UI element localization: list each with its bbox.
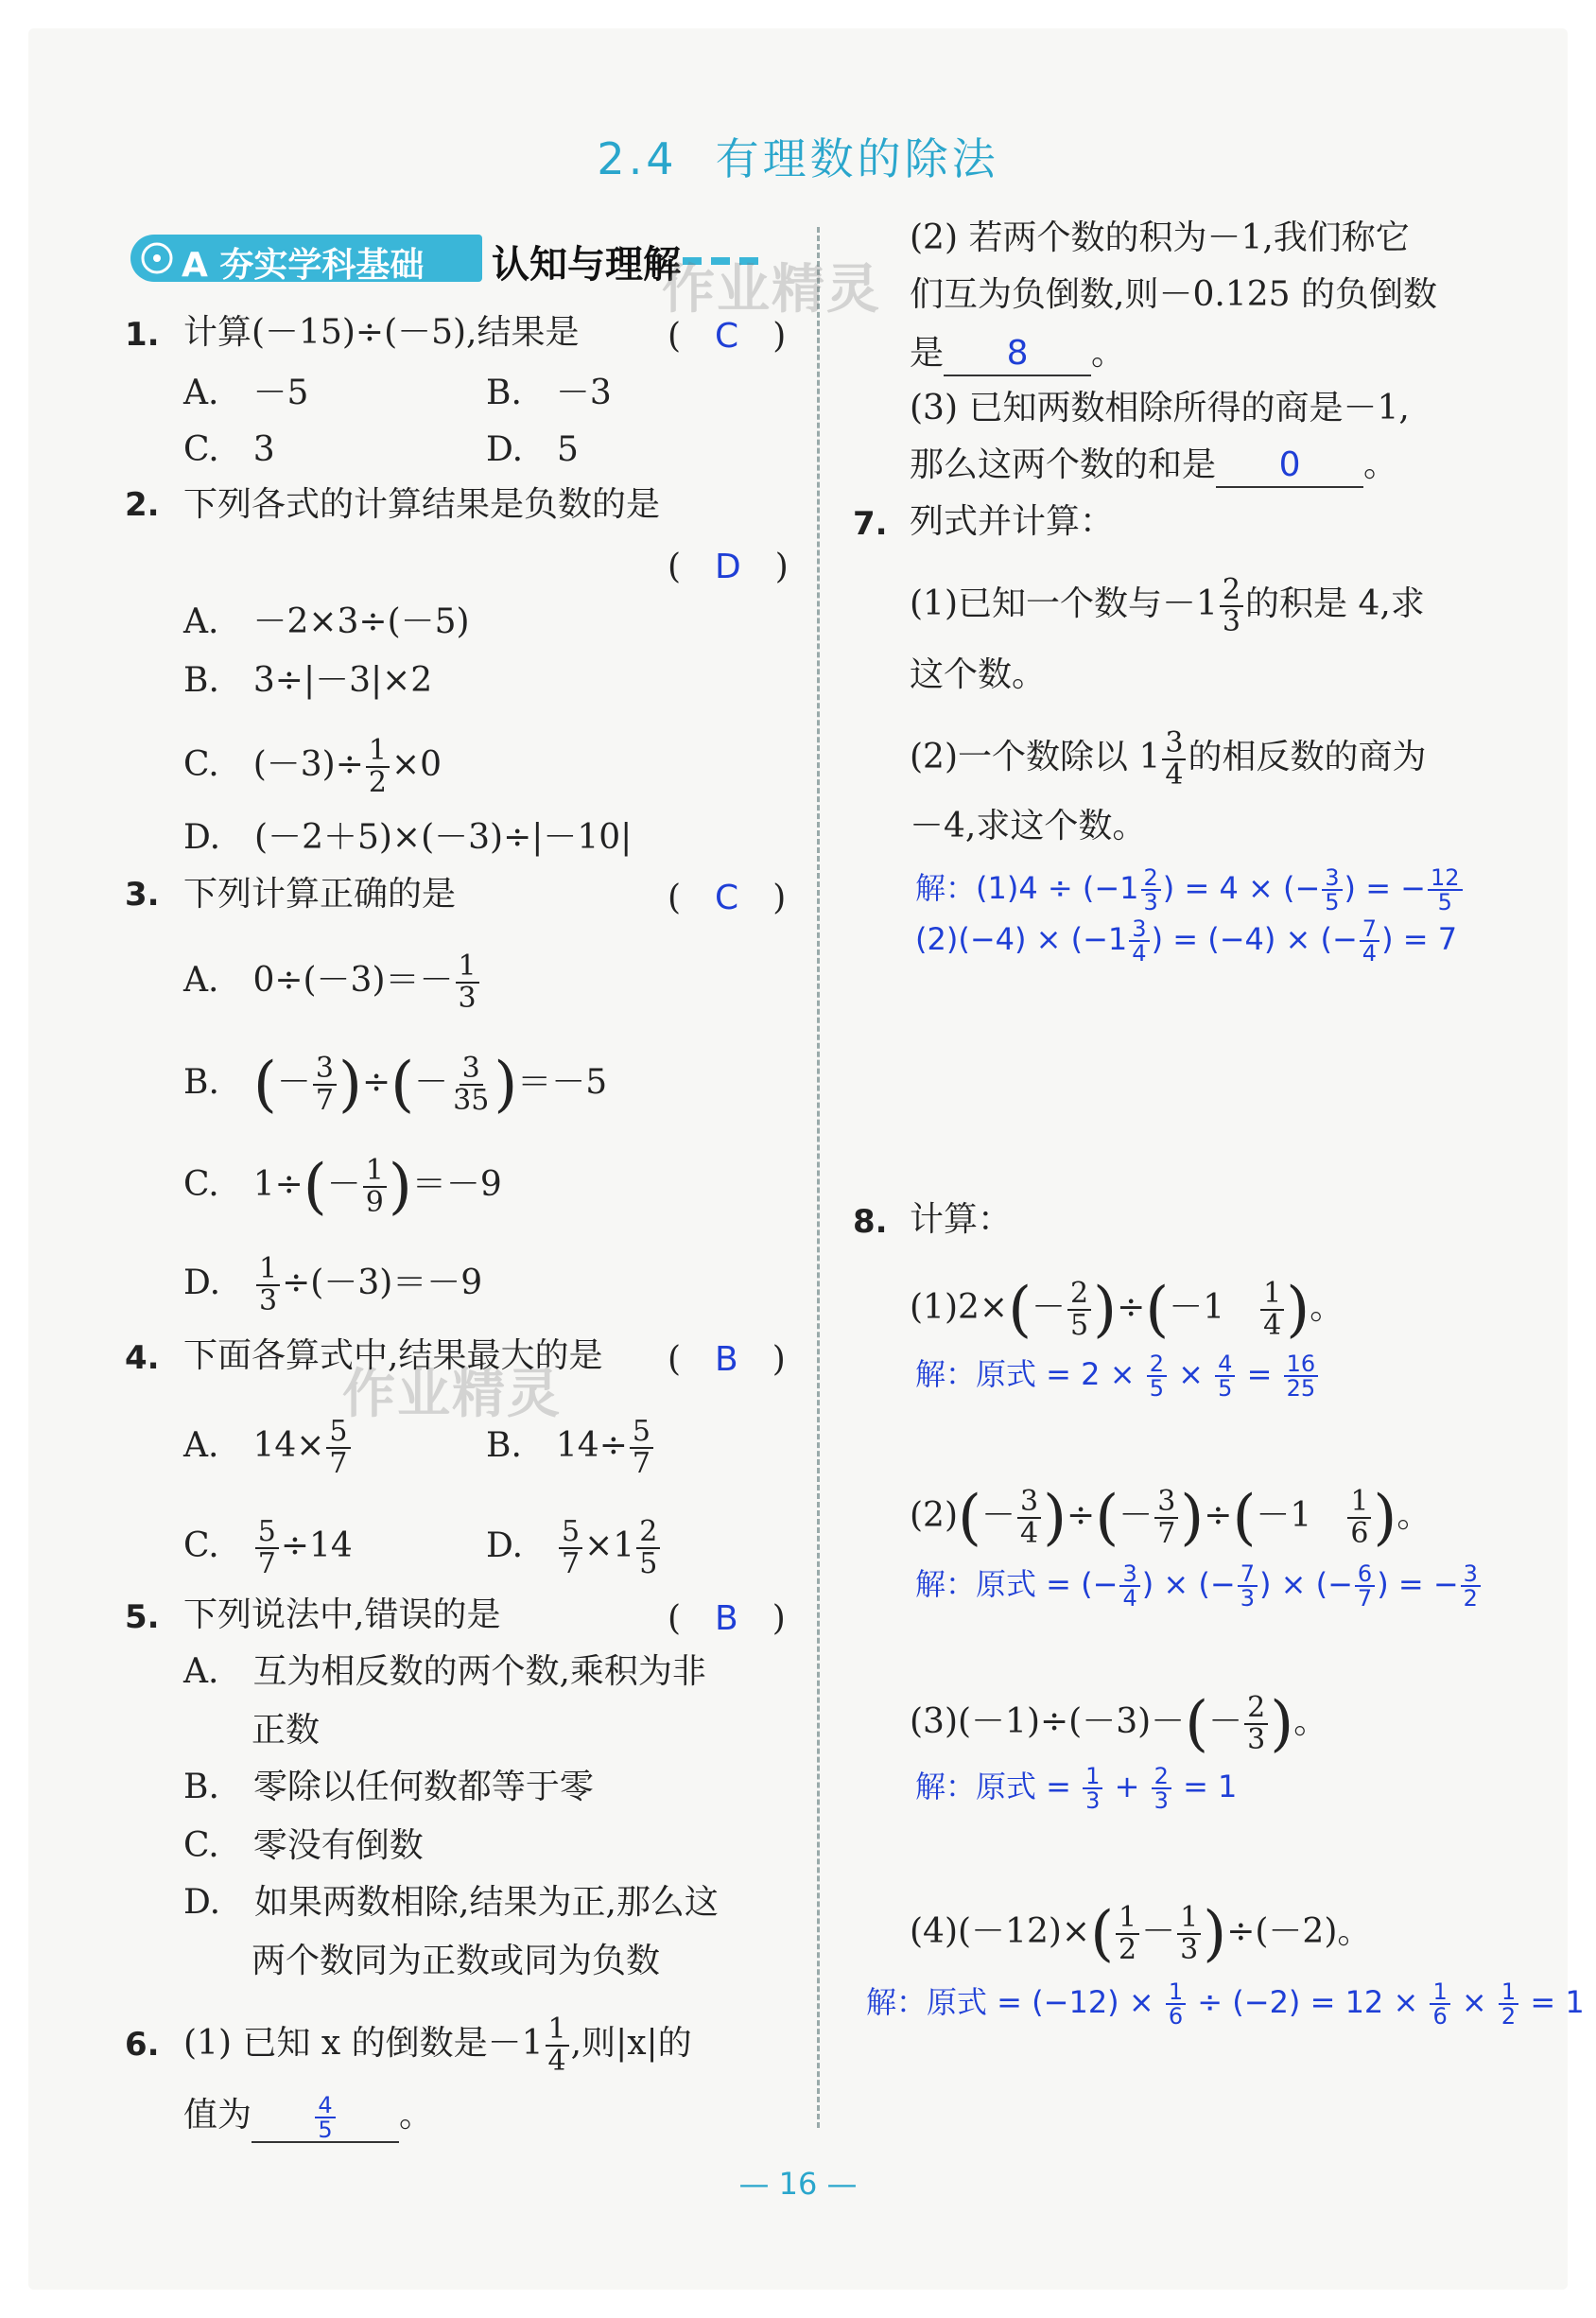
option-a: A. 14× $\frac{5}{7}$ <box>183 1417 353 1479</box>
question-number: 4. <box>125 1339 160 1377</box>
question-part-1-cont: 值为 $\frac{4}{5}$ 。 <box>183 2092 434 2143</box>
option-c: C. (－3)÷ $\frac{1}{2}$ ×0 <box>183 734 442 799</box>
option-d: D. 5 <box>486 430 579 469</box>
fraction: $\frac{2}{5}$ <box>1067 1279 1091 1341</box>
column-divider <box>817 227 820 2128</box>
question-number: 5. <box>125 1598 160 1636</box>
question-stem: 下列各式的计算结果是负数的是 <box>183 485 661 524</box>
option-d: D. (－2＋5)×(－3)÷|－10| <box>183 818 633 857</box>
fraction: $\frac{1}{4}$ <box>1260 1279 1284 1341</box>
solution-line: 解：原式 = (− $\frac{3}{4}$ ) × (− $\frac{7}{3}$ ) × (− $\frac{6}{7}$ ) = − $\frac{3}{2}$ <box>915 1562 1483 1610</box>
option-c: C. $\frac{5}{7}$ ÷14 <box>183 1515 353 1580</box>
fraction: $\frac{3}{7}$ <box>1154 1487 1178 1549</box>
question-stem: 下列计算正确的是 <box>183 875 457 914</box>
pencil-icon <box>138 242 176 274</box>
solution-line: 解：原式 = $\frac{1}{3}$ + $\frac{2}{3}$ = 1 <box>915 1763 1238 1814</box>
fraction: $\frac{1}{6}$ <box>1430 1980 1449 2028</box>
banner-label: A 夯实学科基础 <box>182 246 425 285</box>
page-number: — 16 — <box>738 2166 858 2202</box>
option-d-cont: 两个数同为正数或同为负数 <box>252 1942 661 1980</box>
fraction: $\frac{5}{7}$ <box>326 1417 350 1479</box>
fraction: $\frac{2}{5}$ <box>1147 1352 1167 1400</box>
answer-choice: B <box>715 1340 738 1379</box>
answer-bracket: ( B ) <box>668 1599 786 1638</box>
option-b: B. 14÷ $\frac{5}{7}$ <box>486 1417 655 1479</box>
fraction: $\frac{1}{2}$ <box>366 736 390 798</box>
answer-bracket: ( B ) <box>668 1340 786 1379</box>
answer-choice: C <box>715 317 739 356</box>
fraction: $\frac{3}{4}$ <box>1119 1562 1139 1610</box>
question-part-3: (3)(－1)÷(－3)－(－ $\frac{2}{3}$ )。 <box>910 1689 1328 1759</box>
fraction: $\frac{2}{3}$ <box>1152 1765 1171 1812</box>
option-a: A. 互为相反数的两个数,乘积为非 <box>183 1652 706 1691</box>
question-stem: 下面各算式中,结果最大的是 <box>183 1336 603 1375</box>
fraction: $\frac{1}{3}$ <box>1083 1765 1102 1812</box>
fraction: $\frac{7}{3}$ <box>1238 1562 1258 1610</box>
question-part-1-cont: 这个数。 <box>910 655 1047 694</box>
answer-blank[interactable]: 8 <box>944 333 1091 376</box>
fraction: $\frac{1}{3}$ <box>1177 1903 1201 1965</box>
option-c: C. 3 <box>183 430 275 469</box>
option-b: B. 3÷|－3|×2 <box>183 661 433 700</box>
fraction: $\frac{4}{5}$ <box>315 2094 335 2141</box>
fraction: $\frac{3}{4}$ <box>1129 917 1149 965</box>
question-part-4: (4)(－12)×( $\frac{1}{2}$ － $\frac{1}{3}$ )÷(－2)。 <box>910 1899 1372 1969</box>
question-part-2: (2) 若两个数的积为－1,我们称它 <box>910 218 1410 257</box>
fraction: $\frac{2}{3}$ <box>1244 1693 1268 1755</box>
fraction: $\frac{2}{5}$ <box>636 1517 660 1579</box>
question-stem: 下列说法中,错误的是 <box>183 1595 501 1634</box>
fraction: $\frac{2}{3}$ <box>1141 866 1161 914</box>
fraction: $\frac{5}{7}$ <box>255 1517 279 1579</box>
watermark: 作业精灵 <box>662 259 881 321</box>
solution-line: 解：原式 = (−12) × $\frac{1}{6}$ ÷ (−2) = 12 × $\frac{1}{6}$ × $\frac{1}{2}$ = 1 <box>866 1978 1585 2030</box>
question-number: 8. <box>853 1203 888 1241</box>
question-part-2: (2)一个数除以 1 $\frac{3}{4}$ 的相反数的商为 <box>910 726 1427 792</box>
answer-blank[interactable] <box>252 2094 399 2143</box>
option-b: B. (－ $\frac{3}{7}$ )÷(－ $\frac{3}{35}$ )＝－5 <box>183 1050 608 1120</box>
fraction: $\frac{3}{2}$ <box>1461 1562 1481 1610</box>
fraction: $\frac{1}{2}$ <box>1499 1980 1518 2028</box>
solution-line: 解：(1)4 ÷ (−1 $\frac{2}{3}$ ) = 4 × (− $\frac{3}{5}$ ) = − $\frac{12}{5}$ <box>915 866 1465 914</box>
question-part-2-cont: 是 8 。 <box>910 333 1125 376</box>
question-stem: 计算： <box>910 1200 1013 1239</box>
answer-choice: C <box>715 879 739 917</box>
question-part-1: (1)2×(－ $\frac{2}{5}$ )÷(－1 $\frac{1}{4}$ )。 <box>910 1275 1344 1345</box>
question-stem: 计算(－15)÷(－5),结果是 <box>183 313 580 352</box>
fraction: $\frac{2}{3}$ <box>1220 575 1243 637</box>
option-a-cont: 正数 <box>252 1711 321 1750</box>
question-part-3: (3) 已知两数相除所得的商是－1, <box>910 389 1410 427</box>
question-part-2: (2)(－ $\frac{3}{4}$ )÷(－ $\frac{3}{7}$ )÷(－1 $\frac{1}{6}$ )。 <box>910 1483 1431 1553</box>
answer-bracket: ( C ) <box>668 317 787 356</box>
solution-line: 解：原式 = 2 × $\frac{2}{5}$ × $\frac{4}{5}$ = $\frac{16}{25}$ <box>915 1352 1320 1400</box>
answer-bracket: ( D ) <box>668 548 789 586</box>
answer-choice: D <box>715 548 741 586</box>
fraction: $\frac{5}{7}$ <box>559 1517 582 1579</box>
section-number: 2.4 <box>597 133 678 184</box>
option-a: A. －2×3÷(－5) <box>183 602 470 641</box>
option-d: D. $\frac{5}{7}$ ×1 $\frac{2}{5}$ <box>486 1517 662 1579</box>
question-number: 3. <box>125 876 160 914</box>
fraction: $\frac{6}{7}$ <box>1355 1562 1375 1610</box>
fraction: $\frac{16}{25}$ <box>1284 1352 1319 1400</box>
question-number: 1. <box>125 316 160 354</box>
fraction: $\frac{1}{4}$ <box>546 2014 569 2077</box>
fraction: $\frac{1}{6}$ <box>1347 1487 1371 1549</box>
question-part-2-cont: －4,求这个数。 <box>910 807 1147 845</box>
fraction: $\frac{3}{35}$ <box>453 1052 490 1117</box>
fraction: $\frac{5}{7}$ <box>630 1417 653 1479</box>
section-name: 有理数的除法 <box>715 133 999 184</box>
fraction: $\frac{3}{4}$ <box>1017 1487 1041 1549</box>
answer-bracket: ( C ) <box>668 879 787 917</box>
fraction: $\frac{12}{5}$ <box>1428 866 1463 914</box>
fraction: $\frac{1}{3}$ <box>456 951 479 1014</box>
question-part-1: (1) 已知 x 的倒数是－1 $\frac{1}{4}$ ,则|x|的 <box>183 2013 692 2078</box>
option-a: A. 0÷(－3)＝－ $\frac{1}{3}$ <box>183 951 481 1014</box>
fraction: $\frac{1}{6}$ <box>1166 1980 1186 2028</box>
fraction: $\frac{1}{3}$ <box>256 1254 280 1316</box>
solution-line: (2)(−4) × (−1 $\frac{3}{4}$ ) = (−4) × (− $\frac{7}{4}$ ) = 7 <box>915 915 1458 967</box>
fraction: $\frac{3}{5}$ <box>1322 866 1342 914</box>
answer-blank[interactable]: 0 <box>1216 444 1363 488</box>
question-part-2-cont: 们互为负倒数,则－0.125 的负倒数 <box>910 275 1437 314</box>
fraction: $\frac{4}{5}$ <box>1215 1352 1235 1400</box>
option-b: B. 零除以任何数都等于零 <box>183 1768 594 1806</box>
watermark: 作业精灵 <box>342 1364 562 1425</box>
fraction: $\frac{3}{4}$ <box>1162 728 1186 791</box>
fraction: $\frac{7}{4}$ <box>1360 917 1379 965</box>
question-part-3-cont: 那么这两个数的和是 0 。 <box>910 444 1397 488</box>
fraction: $\frac{1}{2}$ <box>1116 1903 1139 1965</box>
fraction: $\frac{1}{9}$ <box>363 1156 387 1218</box>
banner-subtitle: 认知与理解 <box>492 243 681 287</box>
option-a: A. －5 <box>183 374 309 412</box>
section-title <box>0 125 1596 187</box>
fraction: $\frac{3}{7}$ <box>313 1054 337 1116</box>
option-c: C. 1÷(－ $\frac{1}{9}$ )＝－9 <box>183 1152 502 1222</box>
question-number: 6. <box>125 2026 160 2064</box>
question-stem: 列式并计算： <box>910 502 1115 541</box>
question-number: 2. <box>125 486 160 524</box>
question-number: 7. <box>853 505 888 543</box>
answer-choice: B <box>715 1599 738 1638</box>
option-b: B. －3 <box>486 374 612 412</box>
option-c: C. 零没有倒数 <box>183 1826 424 1865</box>
option-d: D. 如果两数相除,结果为正,那么这 <box>183 1883 719 1922</box>
question-part-1: (1)已知一个数与－1 $\frac{2}{3}$ 的积是 4,求 <box>910 573 1425 638</box>
option-d: D. $\frac{1}{3}$ ÷(－3)＝－9 <box>183 1252 483 1317</box>
